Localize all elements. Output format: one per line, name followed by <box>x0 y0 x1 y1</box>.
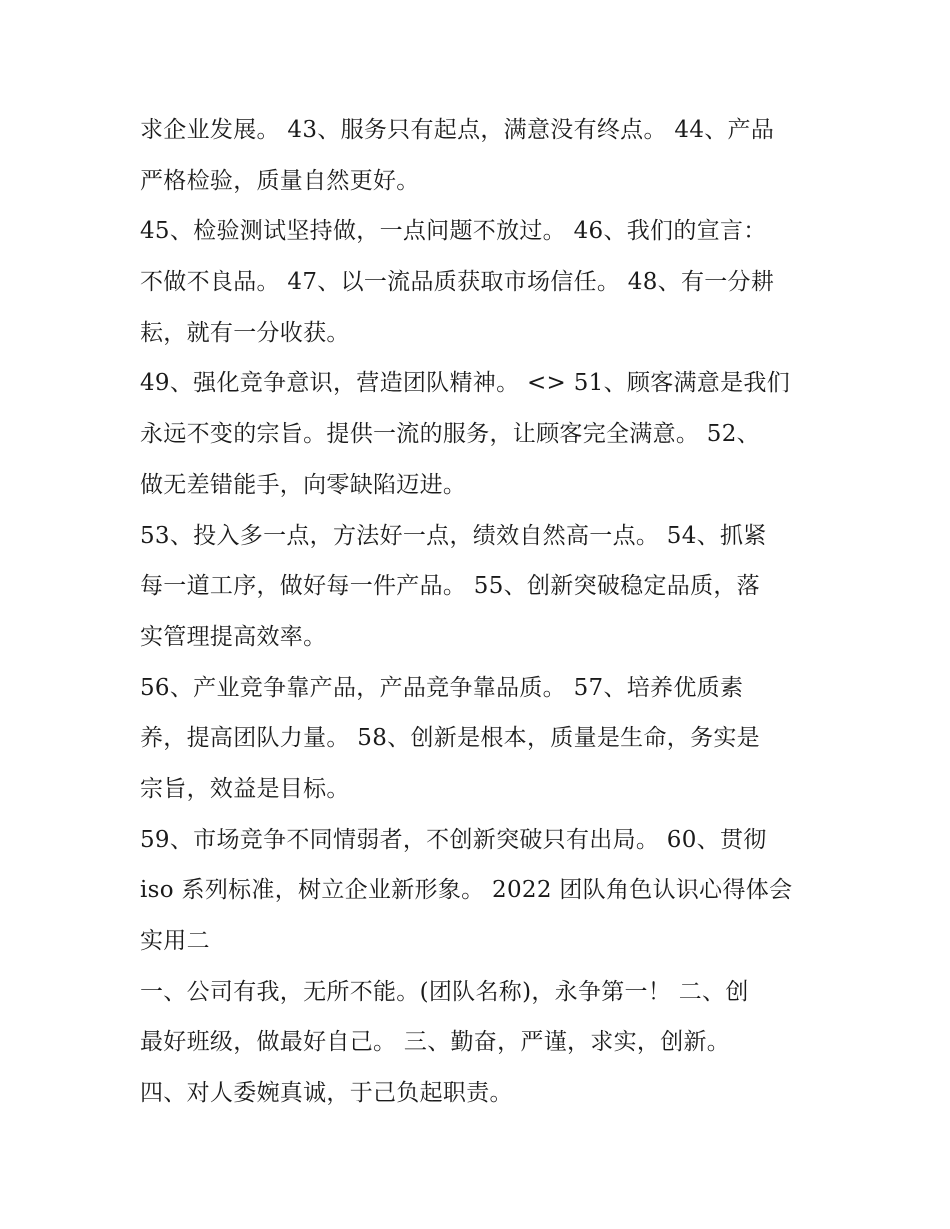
text-line: 严格检验，质量自然更好。 <box>140 167 420 194</box>
text-line: 56、产业竞争靠产品，产品竞争靠品质。 57、培养优质素 <box>140 674 744 701</box>
text-line: 最好班级，做最好自己。 三、勤奋，严谨，求实，创新。 <box>140 1029 731 1056</box>
text-line: 49、强化竞争意识，营造团队精神。 <> 51、顾客满意是我们 <box>140 370 790 397</box>
text-line: 永远不变的宗旨。提供一流的服务，让顾客完全满意。 52、 <box>140 421 760 448</box>
text-line: 一、公司有我，无所不能。(团队名称)，永争第一！ 二、创 <box>140 978 749 1005</box>
text-line: 耘，就有一分收获。 <box>140 319 350 346</box>
text-line: 53、投入多一点，方法好一点，绩效自然高一点。 54、抓紧 <box>140 522 767 549</box>
text-line: 每一道工序，做好每一件产品。 55、创新突破稳定品质，落 <box>140 573 760 600</box>
text-line: 实管理提高效率。 <box>140 623 327 650</box>
text-line: 四、对人委婉真诚，于己负起职责。 <box>140 1080 513 1107</box>
text-line: 养，提高团队力量。 58、创新是根本，质量是生命，务实是 <box>140 725 760 752</box>
text-line: 宗旨，效益是目标。 <box>140 775 350 802</box>
document-body <box>140 105 820 1119</box>
text-line: 实用二 <box>140 928 210 954</box>
text-line: 不做不良品。 47、以一流品质获取市场信任。 48、有一分耕 <box>140 269 775 296</box>
text-line: 45、检验测试坚持做，一点问题不放过。 46、我们的宣言： <box>140 218 767 245</box>
text-line: 做无差错能手，向零缺陷迈进。 <box>140 471 467 498</box>
text-line: iso 系列标准，树立企业新形象。 2022 团队角色认识心得体会 <box>140 877 793 904</box>
text-line: 59、市场竞争不同情弱者，不创新突破只有出局。 60、贯彻 <box>140 826 767 853</box>
text-line: 求企业发展。 43、服务只有起点，满意没有终点。 44、产品 <box>140 117 775 143</box>
